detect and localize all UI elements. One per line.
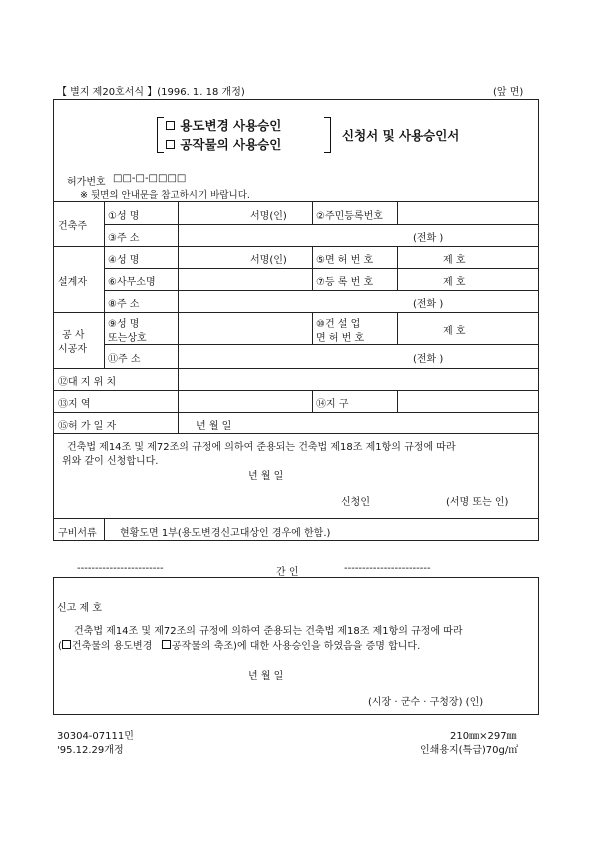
certificate-line1: 건축법 제14조 및 제72조의 규정에 의하여 준용되는 건축법 제18조 제1항의 규정에 따라 [74,626,463,637]
table-line [104,268,538,269]
table-line [312,312,313,344]
table-line [54,312,538,313]
checkbox-structure[interactable] [166,140,175,149]
paper-spec: 인쇄용지(특급)70g/㎡ [420,745,519,756]
title-line1: 용도변경 사용승인 [180,118,282,133]
guidance-note: ※ 뒷면의 안내문을 참고하시기 바랍니다. [80,190,250,201]
title-bracket-left [157,117,164,153]
table-line [397,201,398,224]
contractor-name-label: ⑨성 명 [108,319,140,330]
table-line [397,390,398,412]
owner-signature-field[interactable]: 서명(인) [250,211,287,222]
table-line [54,201,538,202]
contractor-license-label: ⑩건 설 업 [316,319,361,330]
applicant-label: 신청인 [341,497,370,508]
designer-license-field[interactable]: 제 호 [443,255,466,266]
page-side-label: (앞 면) [493,87,524,98]
table-line [54,412,538,413]
site-zone-label: ⑬지 역 [58,399,91,410]
site-location-label: ⑫대 지 위 치 [58,377,117,388]
certificate-date-field[interactable]: 년 월 일 [248,671,284,682]
contractor-phone-field[interactable]: (전화 ) [413,354,444,365]
owner-regnum-label: ②주민등록번호 [316,211,383,222]
designer-address-label: ⑧주 소 [108,299,140,310]
table-line [104,201,105,368]
owner-phone-field[interactable]: (전화 ) [413,233,444,244]
designer-office-label: ⑥사무소명 [108,277,156,288]
contractor-label-bottom: 시공자 [58,344,87,355]
table-line [312,201,313,224]
contractor-license-label-2: 면 허 번 호 [316,333,365,344]
checkbox-cert-use-change[interactable] [62,640,71,649]
table-line [54,518,538,519]
table-line [54,368,538,369]
statement-line1: 건축법 제14조 및 제72조의 규정에 의하여 준용되는 건축법 제18조 제1항의 규정에 따라 [67,442,456,453]
application-date-field[interactable]: 년 월 일 [248,471,284,482]
permit-number-field[interactable]: □□-□-□□□□ [113,173,187,184]
table-line [312,390,313,412]
applicant-signature-field[interactable]: (서명 또는 인) [446,497,509,508]
table-line [104,518,105,540]
table-line [178,201,179,433]
checkbox-use-change[interactable] [166,121,175,130]
cut-line-right: ------------------------ [344,563,431,574]
report-number-field[interactable]: 신고 제 호 [57,603,102,614]
table-line [104,344,538,345]
designer-reg-field[interactable]: 제 호 [443,277,466,288]
certificate-option-a: 건축물의 용도변경 [71,641,153,652]
title-line2: 공작물의 사용승인 [180,137,282,152]
cut-line-label: 간 인 [276,567,299,578]
site-district-label: ⑭지 구 [316,399,349,410]
title-option-use-change [166,116,281,134]
designer-phone-field[interactable]: (전화 ) [413,299,444,310]
designer-signature-field[interactable]: 서명(인) [250,255,287,266]
permit-date-label: ⑮허 가 일 자 [58,421,117,432]
documents-value: 현황도면 1부(용도변경신고대상인 경우에 한함.) [120,528,331,539]
documents-label: 구비서류 [58,528,97,539]
table-line [397,246,398,290]
table-line [397,312,398,344]
designer-label: 설계자 [58,277,87,288]
title-option-structure [166,135,281,153]
table-line [104,224,538,225]
cut-line-left: ------------------------ [77,563,164,574]
table-line [54,390,538,391]
certificate-option-b: 공작물의 축조)에 대한 사용승인을 하였음을 증명 합니다. [171,641,421,652]
owner-name-label: ①성 명 [108,211,140,222]
designer-reg-label: ⑦등 록 번 호 [316,277,374,288]
table-line [312,246,313,290]
contractor-license-field[interactable]: 제 호 [443,326,466,337]
designer-name-label: ④성 명 [108,255,140,266]
table-line [54,246,538,247]
checkbox-cert-structure[interactable] [162,640,171,649]
title-suffix: 신청서 및 사용승인서 [342,128,460,143]
owner-address-label: ③주 소 [108,233,140,244]
statement-line2: 위와 같이 신청합니다. [62,456,159,467]
table-line [104,290,538,291]
revision-date: '95.12.29개정 [57,745,124,756]
form-header-label: 【 별지 제20호서식 】(1996. 1. 18 개정) [57,87,245,98]
title-bracket-right [324,117,331,153]
table-line [54,433,538,434]
paper-size: 210㎜×297㎜ [450,731,517,742]
building-owner-label: 건축주 [58,221,87,232]
certificate-line2: ( 건축물의 용도변경 공작물의 축조)에 대한 사용승인을 하였음을 증명 합니다. [58,641,421,652]
contractor-address-label: ⑪주 소 [108,354,141,365]
contractor-company-label: 또는상호 [108,333,147,344]
contractor-label-top: 공 사 [62,330,85,341]
issuer-signature: (시장 · 군수 · 구청장) (인) [368,697,484,708]
permit-number-label: 허가번호 [67,177,106,188]
permit-date-field[interactable]: 년 월 일 [196,421,232,432]
form-code: 30304-07111민 [57,731,134,742]
designer-license-label: ⑤면 허 번 호 [316,255,374,266]
